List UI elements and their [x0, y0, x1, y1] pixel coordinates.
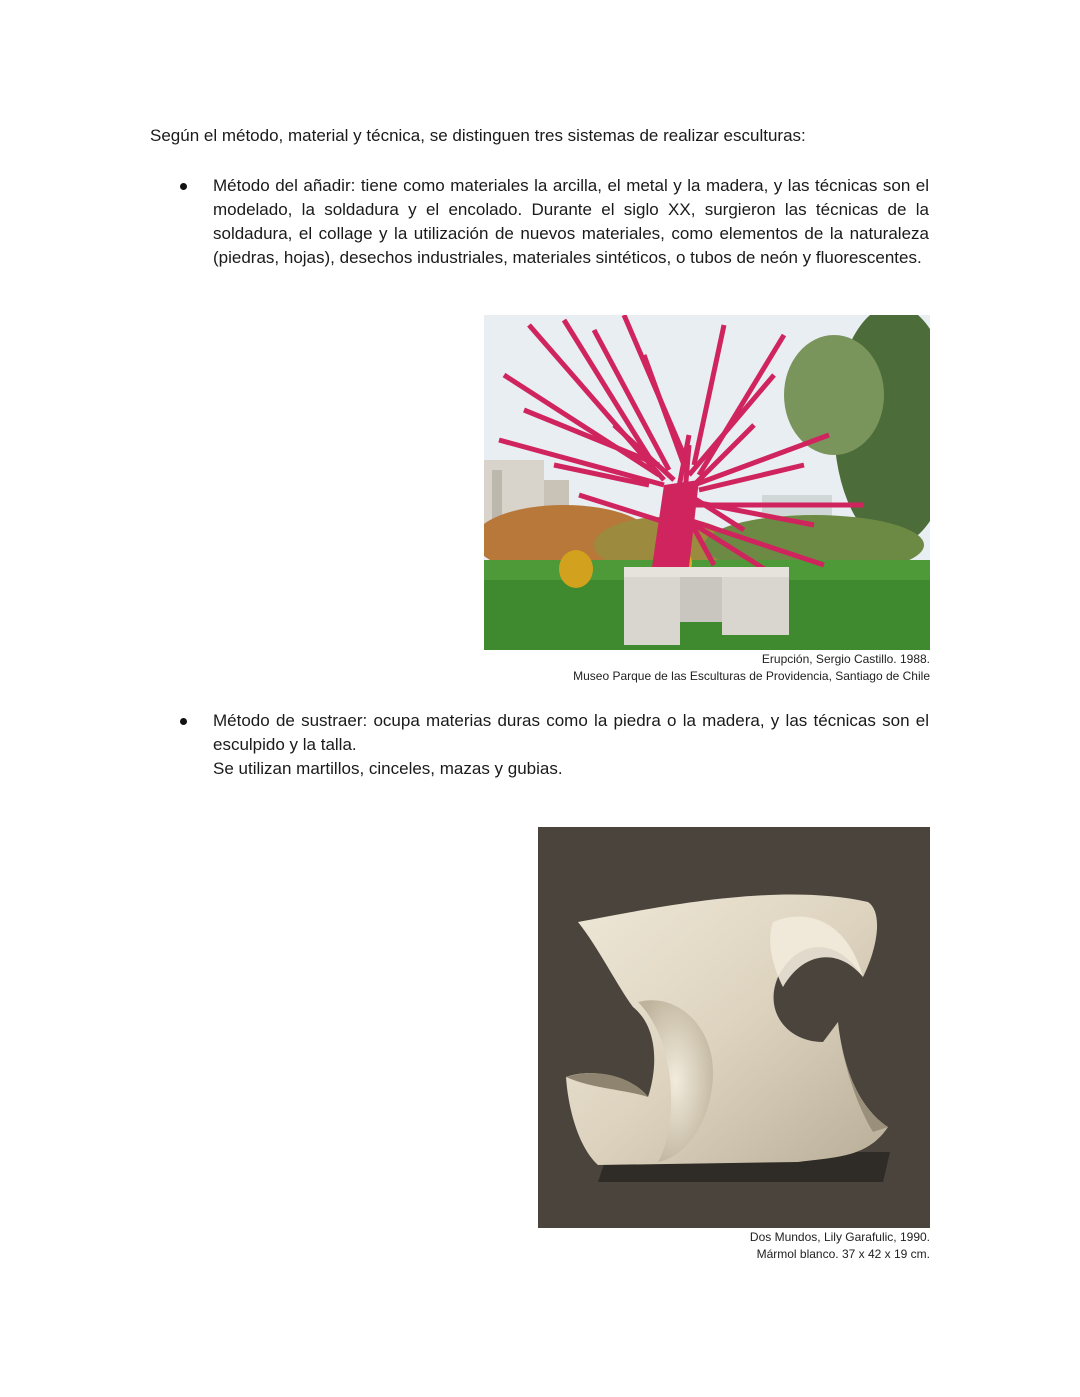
photo-erupcion-sculpture	[484, 315, 930, 650]
bullet-text: Método del añadir: tiene como materiales la arcilla, el metal y la madera, y las técnicas son el modelado, la soldadura y el encolado. Durante el siglo XX, surgieron las técnicas de la soldadura, el collage y la utilización de nuevos materiales, como elementos de la naturaleza (piedras, hojas), desechos industriales, materiales sintéticos, o tubos de neón y fluorescentes.	[213, 176, 929, 267]
bullet-dot-icon	[180, 718, 187, 725]
caption-material: Mármol blanco. 37 x 42 x 19 cm.	[756, 1247, 930, 1261]
photo-dos-mundos-sculpture	[538, 827, 930, 1228]
bullet-dot-icon	[180, 183, 187, 190]
caption-title: Dos Mundos, Lily Garafulic, 1990.	[749, 1230, 930, 1244]
bullet-tools-text: Se utilizan martillos, cinceles, mazas y gubias.	[213, 759, 563, 778]
bullet-add-method	[213, 174, 929, 270]
bullet-text: Método de sustraer: ocupa materias duras como la piedra o la madera, y las técnicas son el esculpido y la talla.	[213, 711, 929, 754]
caption-dos-mundos	[750, 1229, 930, 1263]
bullet-subtract-method	[213, 709, 929, 781]
caption-title: Erupción, Sergio Castillo. 1988.	[761, 652, 930, 666]
caption-erupcion	[573, 651, 930, 685]
caption-location: Museo Parque de las Esculturas de Providencia, Santiago de Chile	[573, 669, 930, 683]
intro-paragraph: Según el método, material y técnica, se distinguen tres sistemas de realizar esculturas:	[150, 126, 806, 145]
